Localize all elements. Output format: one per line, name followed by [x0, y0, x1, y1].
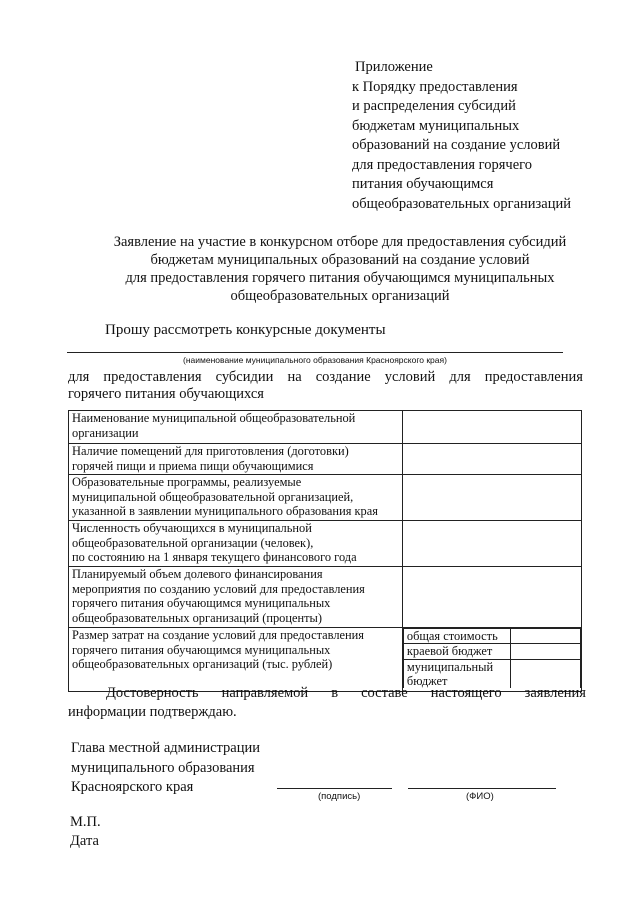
appendix-line: питания обучающимся [352, 176, 494, 192]
cost-subtable [403, 628, 581, 688]
purpose-word: субсидии [215, 369, 274, 385]
row-value-field[interactable] [402, 475, 581, 521]
table-row [69, 411, 582, 444]
signature-caption: (подпись) [318, 791, 361, 802]
row-label: Наименование муниципальной общеобразовательной организации [69, 411, 403, 444]
appendix-block [352, 58, 571, 214]
cost-label-municipal: муниципальный бюджет [403, 660, 510, 689]
head-of-administration: Глава местной администрации муниципального образования Красноярского края [71, 740, 261, 795]
cost-value-total[interactable] [510, 629, 580, 644]
purpose-text [68, 369, 583, 403]
purpose-word: предоставления [484, 369, 583, 385]
cost-value-regional[interactable] [510, 644, 580, 660]
appendix-line: общеобразовательных организаций [352, 195, 571, 212]
table-row [69, 521, 582, 567]
footer-block [70, 813, 101, 851]
appendix-line: образований на создание условий [352, 137, 561, 153]
purpose-line-2: горячего питания обучающихся [68, 386, 264, 402]
row-label: Численность обучающихся в муниципальной общеобразовательной организации (человек), по состоянию на 1 января текущего финансового года [69, 521, 403, 567]
title-line: бюджетам муниципальных образований на создание условий [150, 252, 530, 268]
cost-row-label: Размер затрат на создание условий для предоставления горячего питания обучающимся муниципальных общеобразовательных организаций (тыс. рублей) [69, 628, 403, 692]
row-label: Образовательные программы, реализуемые муниципальной общеобразовательной организацией, указанной в заявлении муниципального образования края [69, 475, 403, 521]
purpose-word: предоставления [103, 369, 202, 385]
purpose-word: для [68, 369, 90, 385]
cost-label-regional: краевой бюджет [403, 644, 510, 660]
cost-breakdown [402, 628, 581, 692]
table-row [69, 444, 582, 475]
title-line: для предоставления горячего питания обучающимся муниципальных [125, 270, 555, 286]
cost-label-total: общая стоимость [403, 629, 510, 644]
purpose-word: условий [384, 369, 436, 385]
appendix-line: для предоставления горячего [352, 156, 532, 173]
name-line[interactable] [408, 788, 556, 789]
title-line: общеобразовательных организаций [230, 288, 450, 304]
purpose-word: создание [315, 369, 371, 385]
cost-subrow [403, 644, 580, 660]
title-line: Заявление на участие в конкурсном отборе для предоставления субсидий [113, 234, 567, 250]
name-caption: (ФИО) [466, 791, 494, 802]
table-row [69, 567, 582, 628]
appendix-line: и распределения субсидий [352, 98, 516, 114]
cost-subrow [403, 629, 580, 644]
row-value-field[interactable] [402, 411, 581, 444]
row-label: Наличие помещений для приготовления (доготовки) горячей пищи и приема пищи обучающимися [69, 444, 403, 475]
confirmation-text [68, 684, 586, 722]
table-row-cost [69, 628, 582, 692]
confirmation-line-1: Достоверность направляемой в составе настоящего заявления [106, 685, 586, 701]
row-value-field[interactable] [402, 521, 581, 567]
appendix-line: к Порядку предоставления [352, 78, 518, 95]
appendix-title: Приложение [355, 59, 433, 75]
document-title [60, 233, 620, 305]
row-value-field[interactable] [402, 567, 581, 628]
application-form-table [68, 410, 582, 692]
row-label: Планируемый объем долевого финансирования мероприятия по созданию условий для предоставления горячего питания обучающимся муниципальных общеобразовательных организаций (проценты) [69, 567, 403, 628]
table-row [69, 475, 582, 521]
municipality-fill-line [67, 352, 563, 353]
confirmation-line-2: информации подтверждаю. [68, 704, 237, 720]
purpose-word: на [287, 369, 302, 385]
row-value-field[interactable] [402, 444, 581, 475]
date-label: Дата [70, 833, 99, 849]
request-text: Прошу рассмотреть конкурсные документы [105, 322, 386, 338]
municipality-caption: (наименование муниципального образования Красноярского края) [183, 355, 447, 365]
stamp-label: М.П. [70, 814, 101, 830]
purpose-line-1 [68, 369, 583, 386]
purpose-word: для [449, 369, 471, 385]
appendix-line: бюджетам муниципальных [352, 117, 520, 134]
signature-line[interactable] [277, 788, 392, 789]
